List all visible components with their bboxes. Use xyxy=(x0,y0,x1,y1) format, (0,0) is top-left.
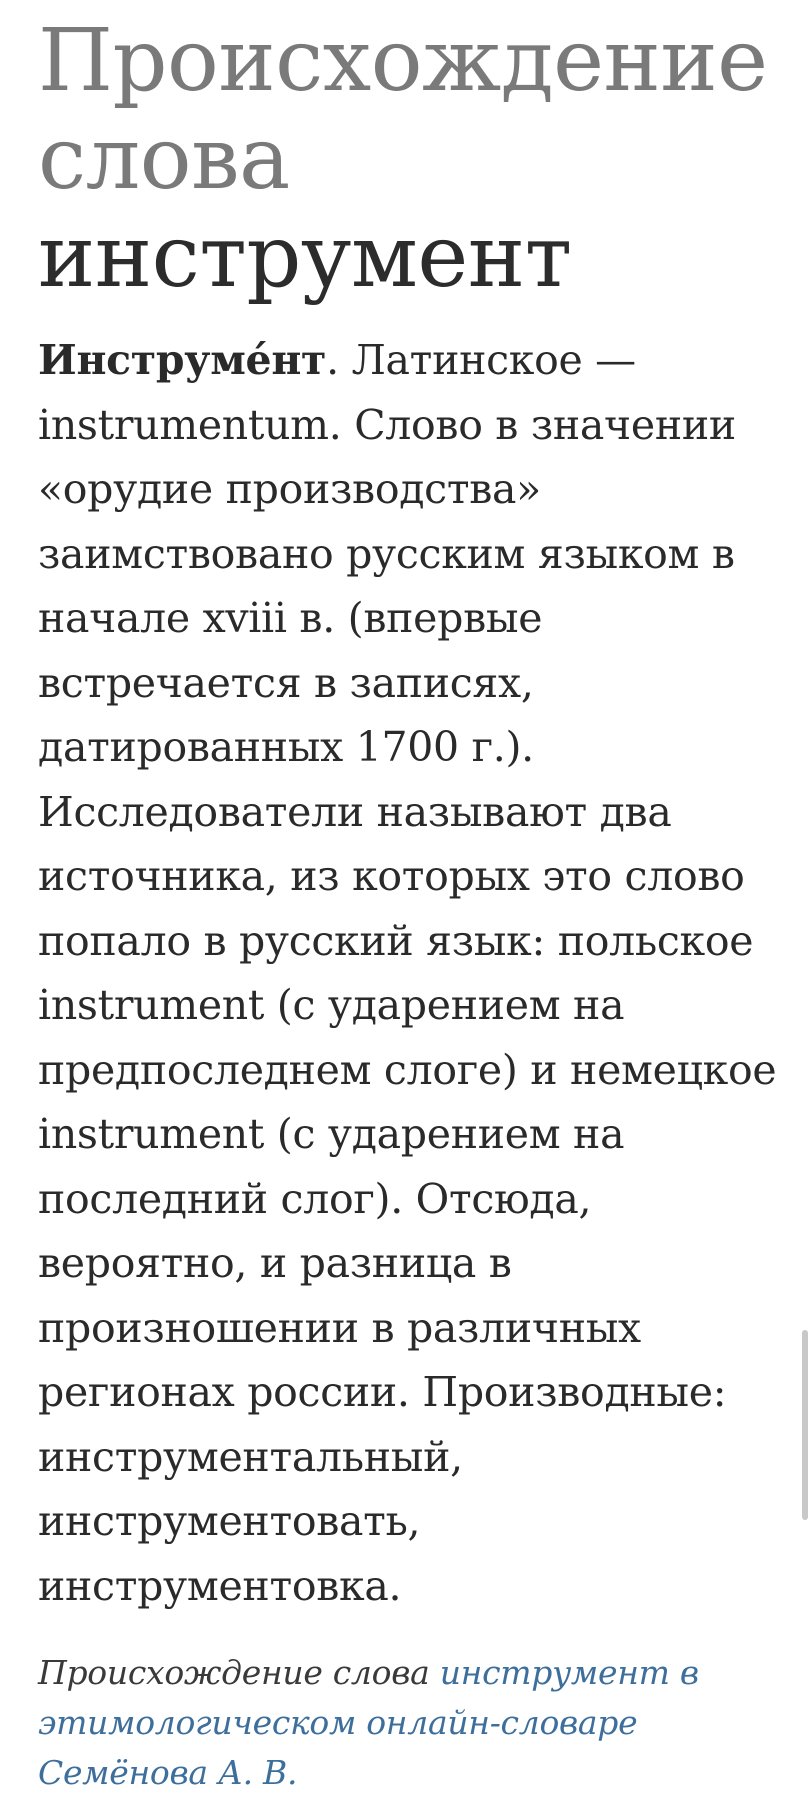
title-lead-line-1: Происхождение xyxy=(38,11,768,111)
etymology-text xyxy=(38,328,788,1618)
source-link[interactable]: инструмент в этимологическом онлайн-словаре Семёнова А. В. xyxy=(38,1653,699,1792)
scrollbar-thumb[interactable] xyxy=(802,1330,808,1520)
article-page xyxy=(38,0,788,1798)
etymology-body: Латинское — instrumentum. Слово в значении «орудие производства» заимствовано русским языком в начале xviii в. (впервые встречается в записях, датированных 1700 г.). Исследователи называют два источника, из которых это слово попало в русский язык: польское instrument (с ударением на предпоследнем слоге) и немецкое instrument (с ударением на последний слог). Отсюда, вероятно, и разница в произношении в различных регионах россии. Производные: инструментальный, инструментовать, инструментовка. xyxy=(38,336,777,1610)
headword: Инструме́нт xyxy=(38,336,327,384)
source-attribution xyxy=(38,1648,788,1798)
title-word: инструмент xyxy=(38,207,572,307)
headword-period: . xyxy=(326,336,339,384)
source-prefix: Происхождение слова xyxy=(38,1653,440,1692)
title-lead-line-2: слова xyxy=(38,109,290,209)
page-title xyxy=(38,12,788,306)
